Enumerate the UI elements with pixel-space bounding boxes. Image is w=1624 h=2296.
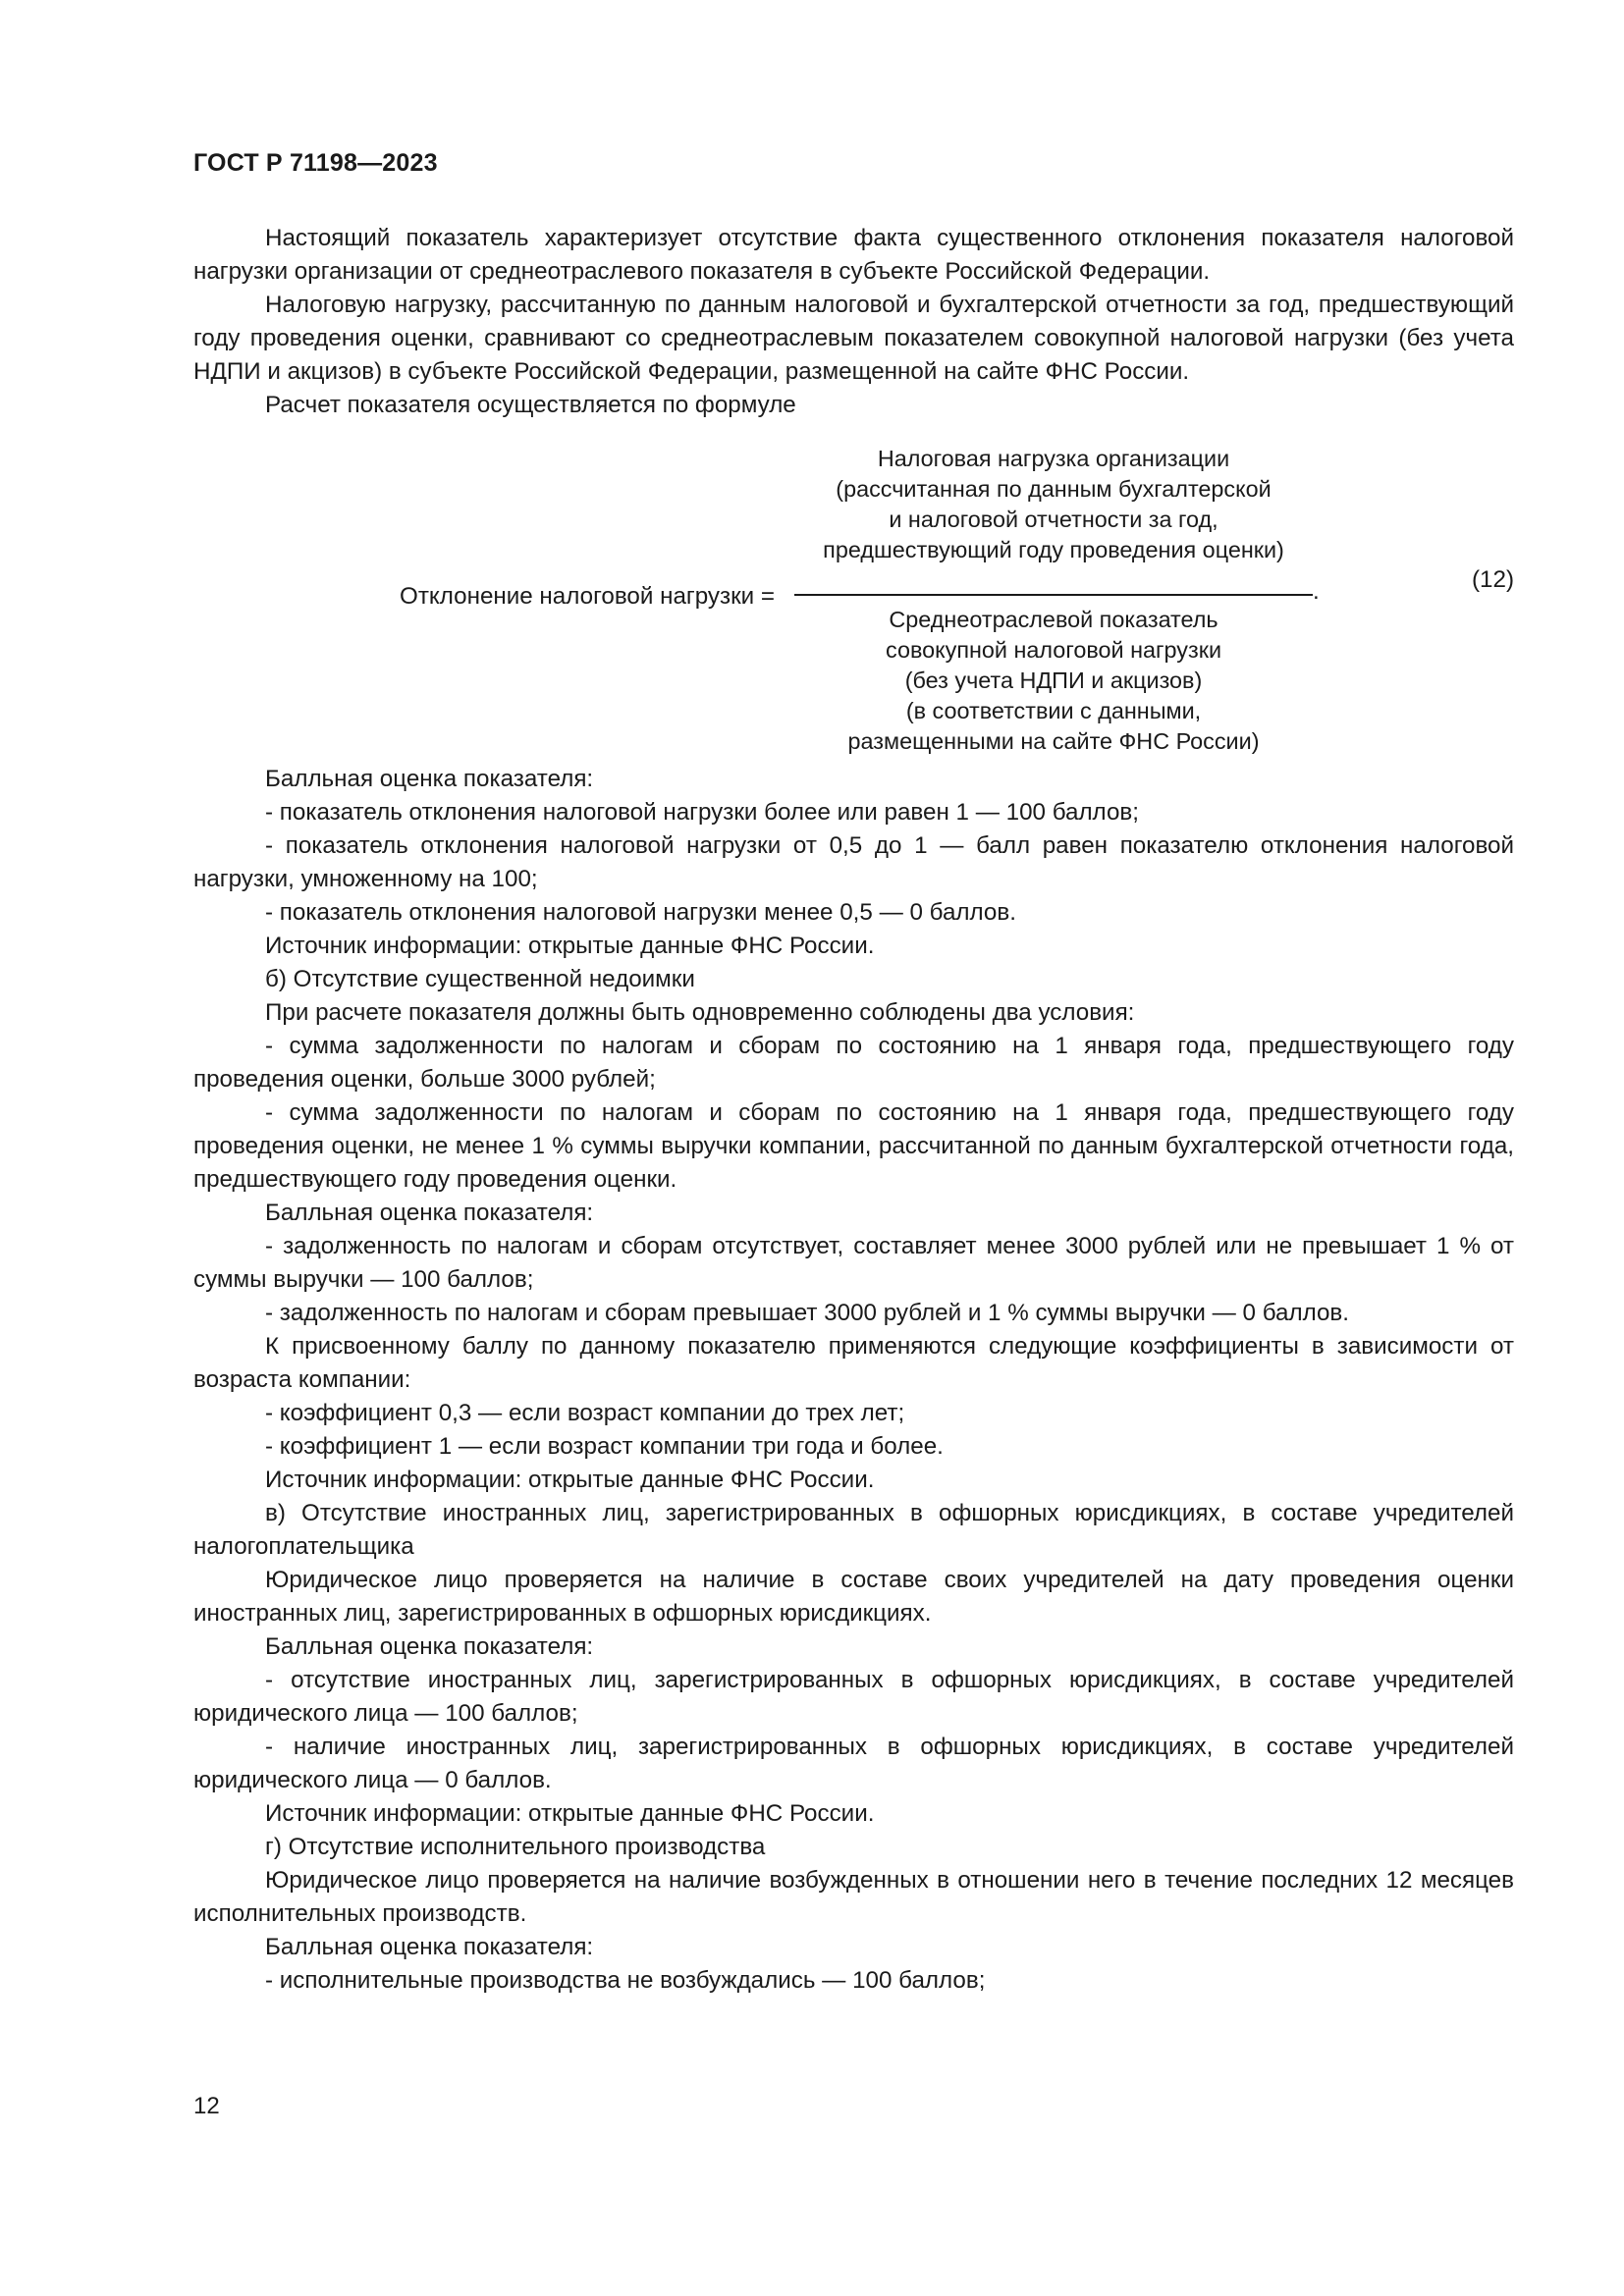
paragraph: - сумма задолженности по налогам и сборам по состоянию на 1 января года, предшествующего году проведения оценки, не менее 1 % суммы выручки компании, рассчитанной по данным бухгалтерской отчетности года, предшествующего году проведения оценки. xyxy=(193,1099,1514,1193)
denominator-line: (без учета НДПИ и акцизов) xyxy=(904,667,1203,693)
scoring-paragraphs xyxy=(193,763,1514,1998)
formula-trailing-dot: . xyxy=(1313,578,1320,605)
paragraph: Юридическое лицо проверяется на наличие в составе своих учредителей на дату проведения оценки иностранных лиц, зарегистрированных в офшорных юрисдикциях. xyxy=(193,1567,1514,1627)
paragraph: Источник информации: открытые данные ФНС России. xyxy=(265,1467,875,1493)
paragraph: - задолженность по налогам и сборам превышает 3000 рублей и 1 % суммы выручки — 0 баллов. xyxy=(265,1300,1350,1326)
paragraph: Балльная оценка показателя: xyxy=(265,1200,594,1226)
document-header: ГОСТ Р 71198—2023 xyxy=(193,149,438,177)
paragraph: - исполнительные производства не возбуждались — 100 баллов; xyxy=(265,1967,986,1994)
paragraph: Источник информации: открытые данные ФНС России. xyxy=(265,1800,875,1827)
paragraph: - отсутствие иностранных лиц, зарегистрированных в офшорных юрисдикциях, в составе учредителей юридического лица — 100 баллов; xyxy=(193,1667,1514,1727)
numerator-line: Налоговая нагрузка организации xyxy=(877,446,1230,471)
paragraph: г) Отсутствие исполнительного производства xyxy=(265,1834,766,1860)
fraction-bar xyxy=(794,594,1313,596)
paragraph: - коэффициент 1 — если возраст компании три года и более. xyxy=(265,1433,944,1460)
denominator-line: совокупной налоговой нагрузки xyxy=(885,637,1222,663)
paragraph: При расчете показателя должны быть одновременно соблюдены два условия: xyxy=(265,999,1135,1026)
paragraph: Юридическое лицо проверяется на наличие возбужденных в отношении него в течение последних 12 месяцев исполнительных производств. xyxy=(193,1867,1514,1927)
paragraph: Источник информации: открытые данные ФНС России. xyxy=(265,933,875,959)
intro-paragraphs xyxy=(193,222,1514,422)
paragraph: Расчет показателя осуществляется по формуле xyxy=(265,392,796,418)
denominator-line: размещенными на сайте ФНС России) xyxy=(847,728,1260,754)
paragraph: - сумма задолженности по налогам и сборам по состоянию на 1 января года, предшествующего году проведения оценки, больше 3000 рублей; xyxy=(193,1033,1514,1093)
formula-numerator xyxy=(794,444,1313,565)
paragraph: Балльная оценка показателя: xyxy=(265,1934,594,1960)
paragraph: Настоящий показатель характеризует отсутствие факта существенного отклонения показателя налоговой нагрузки организации от среднеотраслевого показателя в субъекте Российской Федерации. xyxy=(193,225,1514,285)
paragraph: К присвоенному баллу по данному показателю применяются следующие коэффициенты в зависимости от возраста компании: xyxy=(193,1333,1514,1393)
page-number: 12 xyxy=(193,2093,220,2119)
paragraph: - задолженность по налогам и сборам отсутствует, составляет менее 3000 рублей или не превышает 1 % от суммы выручки — 100 баллов; xyxy=(193,1233,1514,1293)
equation-number: (12) xyxy=(1471,566,1514,593)
numerator-line: (рассчитанная по данным бухгалтерской xyxy=(836,476,1272,502)
denominator-line: (в соответствии с данными, xyxy=(905,698,1202,723)
numerator-line: и налоговой отчетности за год, xyxy=(889,507,1218,532)
paragraph: Налоговую нагрузку, рассчитанную по данным налоговой и бухгалтерской отчетности за год, предшествующий году проведения оценки, сравнивают со среднеотраслевым показателем совокупной налоговой нагрузки (без учета НДПИ и акцизов) в субъекте Российской Федерации, размещенной на сайте ФНС России. xyxy=(193,292,1514,385)
paragraph: - показатель отклонения налоговой нагрузки менее 0,5 — 0 баллов. xyxy=(265,899,1016,926)
formula-lhs: Отклонение налоговой нагрузки = xyxy=(400,583,776,610)
paragraph: - показатель отклонения налоговой нагрузки от 0,5 до 1 — балл равен показателю отклонения налоговой нагрузки, умноженному на 100; xyxy=(193,832,1514,892)
paragraph: в) Отсутствие иностранных лиц, зарегистрированных в офшорных юрисдикциях, в составе учредителей налогоплательщика xyxy=(193,1500,1514,1560)
paragraph: б) Отсутствие существенной недоимки xyxy=(265,966,695,992)
formula-12 xyxy=(193,438,1514,754)
page-body xyxy=(193,222,1514,1998)
formula-denominator xyxy=(794,605,1313,757)
paragraph: Балльная оценка показателя: xyxy=(265,1633,594,1660)
paragraph: - коэффициент 0,3 — если возраст компании до трех лет; xyxy=(265,1400,905,1426)
numerator-line: предшествующий году проведения оценки) xyxy=(823,537,1284,562)
paragraph: Балльная оценка показателя: xyxy=(265,766,594,792)
paragraph: - показатель отклонения налоговой нагрузки более или равен 1 — 100 баллов; xyxy=(265,799,1139,826)
denominator-line: Среднеотраслевой показатель xyxy=(889,607,1218,632)
paragraph: - наличие иностранных лиц, зарегистрированных в офшорных юрисдикциях, в составе учредителей юридического лица — 0 баллов. xyxy=(193,1734,1514,1793)
